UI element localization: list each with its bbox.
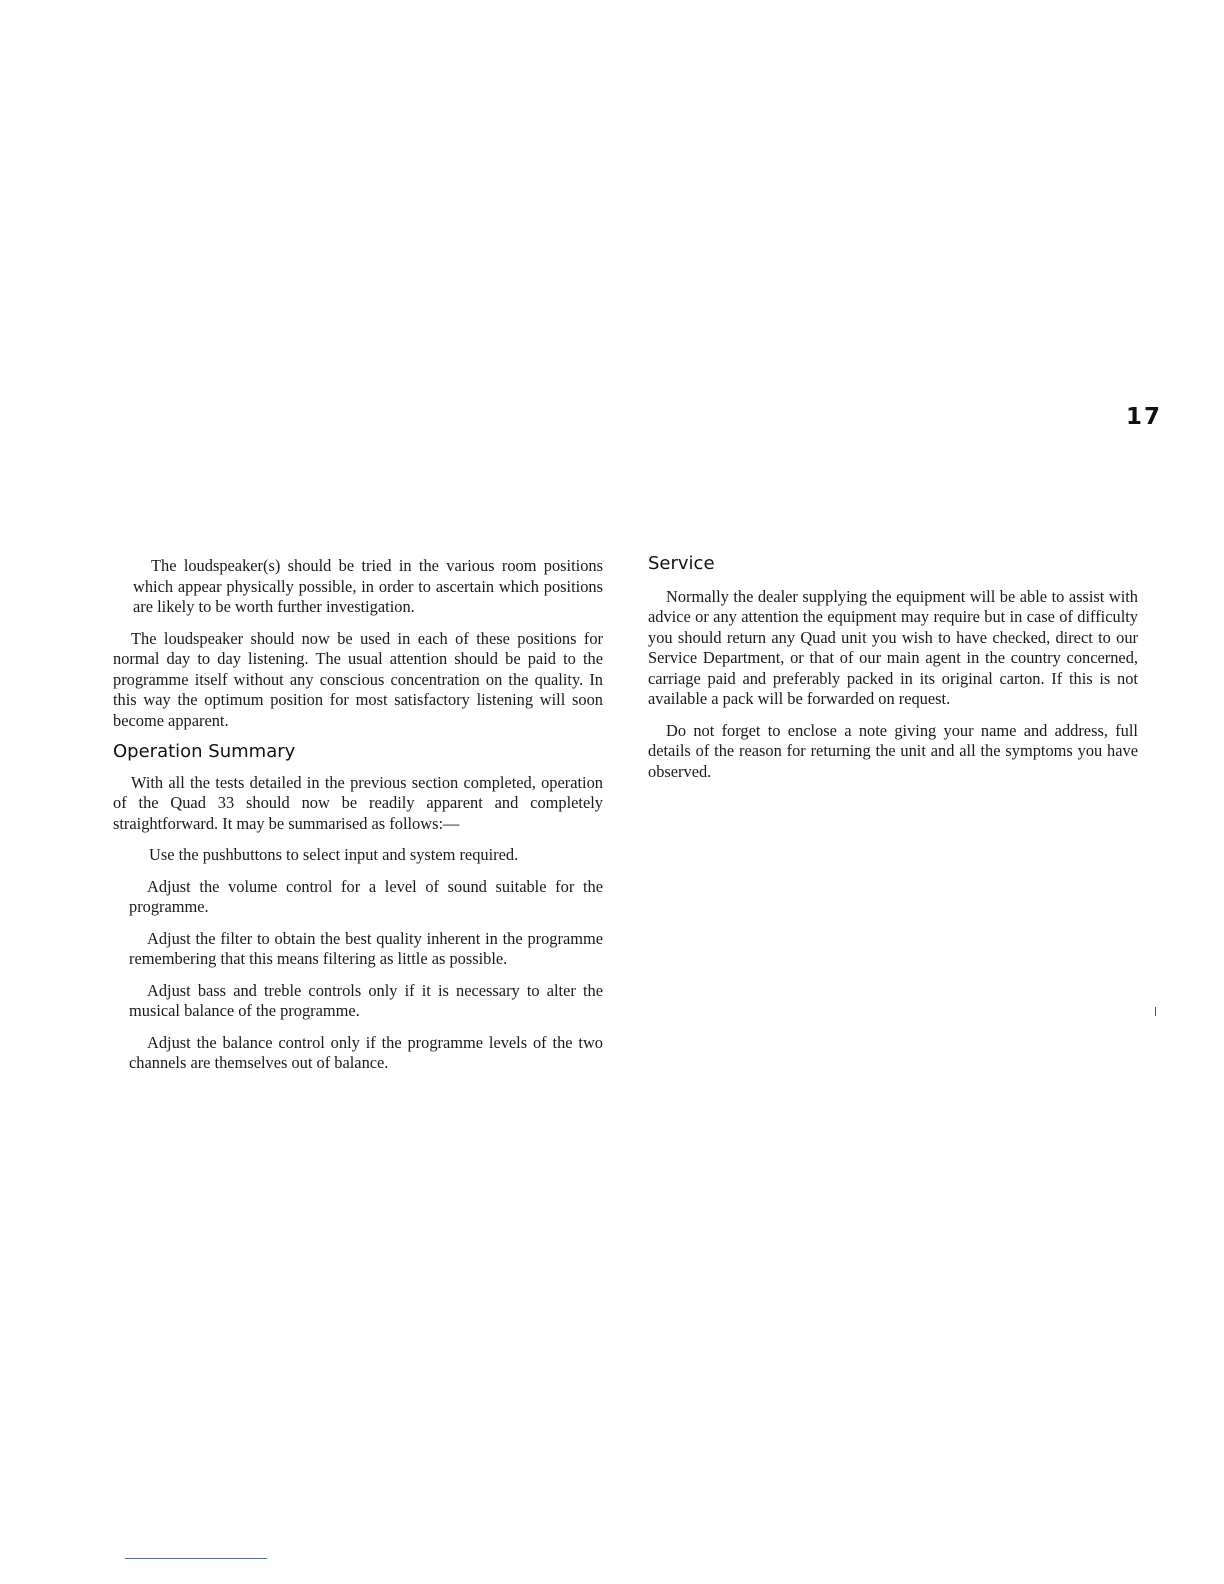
summary-step: Use the pushbuttons to select input and system required. xyxy=(149,845,519,864)
page-number: 17 xyxy=(1125,404,1162,430)
listening-paragraph: The loudspeaker should now be used in each of these positions for normal day to day listening. The usual attention should be paid to the programme itself without any conscious concentration on the quality. In this way the optimum position for most satisfactory listening will soon become apparent. xyxy=(113,628,603,730)
footer-rule xyxy=(125,1558,267,1559)
summary-step: Adjust the filter to obtain the best quality inherent in the programme remembering that this means filtering as little as possible. xyxy=(129,928,603,968)
summary-step: Adjust the volume control for a level of sound suitable for the programme. xyxy=(129,876,603,916)
service-heading: Service xyxy=(648,553,715,574)
left-column xyxy=(113,556,603,1085)
right-column xyxy=(648,554,1138,793)
operation-summary-heading: Operation Summary xyxy=(113,741,296,762)
intro-paragraph: The loudspeaker(s) should be tried in the various room positions which appear physically possible, in order to ascertain which positions are likely to be worth further investigation. xyxy=(133,556,603,616)
service-paragraph: Normally the dealer supplying the equipment will be able to assist with advice or any attention the equipment may require but in case of difficulty you should return any Quad unit you wish to have checked, direct to our Service Department, or that of our main agent in the country concerned, carriage paid and preferably packed in its original carton. If this is not available a pack will be forwarded on request. xyxy=(648,586,1138,708)
summary-step: Adjust the balance control only if the programme levels of the two channels are themselves out of balance. xyxy=(129,1032,603,1072)
operation-summary-intro: With all the tests detailed in the previous section completed, operation of the Quad 33 should now be readily apparent and completely straightforward. It may be summarised as follows:— xyxy=(113,772,603,833)
service-paragraph: Do not forget to enclose a note giving your name and address, full details of the reason for returning the unit and all the symptoms you have observed. xyxy=(648,720,1138,781)
summary-step: Adjust bass and treble controls only if it is necessary to alter the musical balance of the programme. xyxy=(129,980,603,1020)
scan-mark xyxy=(1155,1007,1156,1016)
